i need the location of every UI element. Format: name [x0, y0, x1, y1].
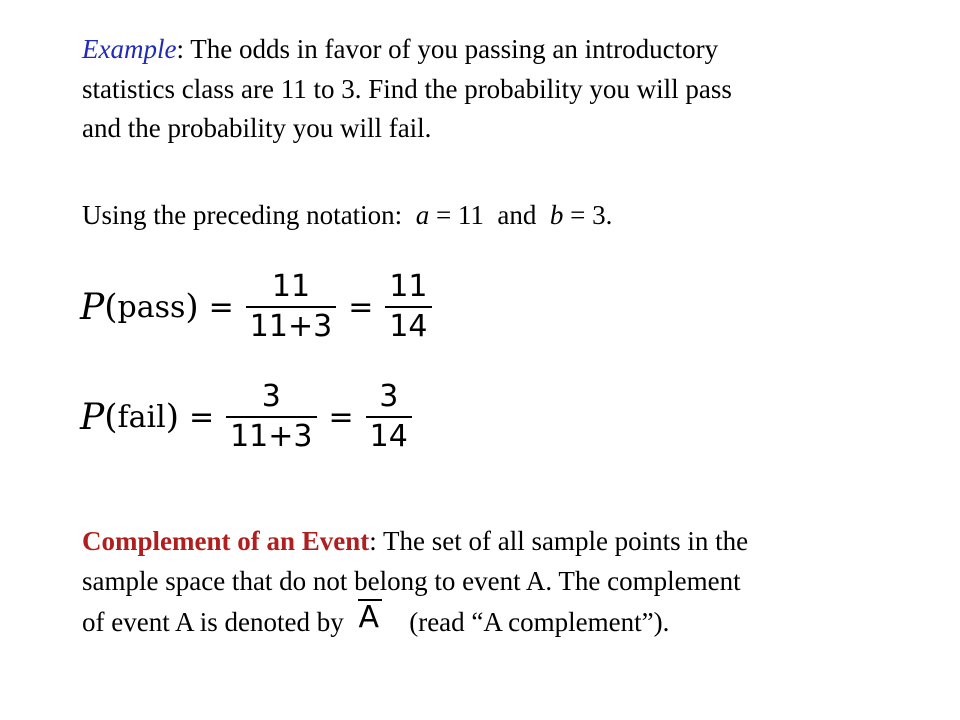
complement-line-3 — [82, 601, 902, 643]
example-line-2: statistics class are 11 to 3. Find the probability you will pass — [82, 73, 732, 104]
numerator: 3 — [379, 379, 399, 414]
denominator: 14 — [369, 419, 408, 454]
fraction-2 — [366, 378, 412, 456]
complement-text-1: : The set of all sample points in the — [369, 526, 749, 556]
notation-b-value: = 3. — [563, 200, 613, 230]
complement-paragraph — [82, 522, 902, 643]
example-text-1: : The odds in favor of you passing an introductory — [176, 34, 719, 64]
denominator: 14 — [389, 309, 428, 344]
notation-line — [82, 196, 882, 236]
numerator: 11 — [271, 269, 311, 304]
example-paragraph — [82, 30, 882, 149]
equation-fail — [80, 378, 414, 456]
var-b: b — [549, 200, 564, 230]
equals-sign: = — [188, 399, 215, 435]
event-word: pass — [117, 289, 186, 325]
equation-pass — [80, 268, 434, 346]
fraction-1 — [226, 378, 316, 456]
notation-a-value: = 11 and — [429, 200, 550, 230]
equals-sign: = — [208, 289, 234, 325]
complement-text-3b: (read “A complement”). — [402, 607, 670, 637]
equals-sign: = — [328, 399, 354, 435]
equals-sign: = — [348, 289, 374, 325]
numerator: 11 — [389, 269, 428, 304]
fraction-1 — [246, 268, 336, 346]
var-a: a — [415, 200, 430, 230]
notation-prefix: Using the preceding notation: — [82, 200, 416, 230]
open-paren: ( — [104, 397, 118, 437]
event-word: fail — [117, 399, 166, 435]
fraction-2 — [385, 268, 431, 346]
close-paren: ) — [165, 397, 179, 437]
example-line-3: and the probability you will fail. — [82, 113, 432, 143]
example-label: Example — [82, 34, 177, 64]
denominator: 11+3 — [249, 309, 333, 344]
complement-label: Complement of an Event — [82, 526, 370, 556]
complement-text-3a: of event A is denoted by — [82, 607, 351, 637]
prob-symbol: P — [80, 396, 105, 438]
example-line-1 — [82, 30, 882, 70]
prob-symbol: P — [80, 286, 105, 328]
complement-line-2: sample space that do not belong to event A. The complement — [82, 565, 741, 596]
denominator: 11+3 — [230, 419, 313, 454]
a-bar-symbol — [350, 599, 402, 635]
close-paren: ) — [185, 287, 199, 327]
open-paren: ( — [104, 287, 118, 327]
numerator: 3 — [261, 379, 281, 414]
a-letter: A — [358, 599, 379, 635]
complement-line-1 — [82, 522, 902, 562]
